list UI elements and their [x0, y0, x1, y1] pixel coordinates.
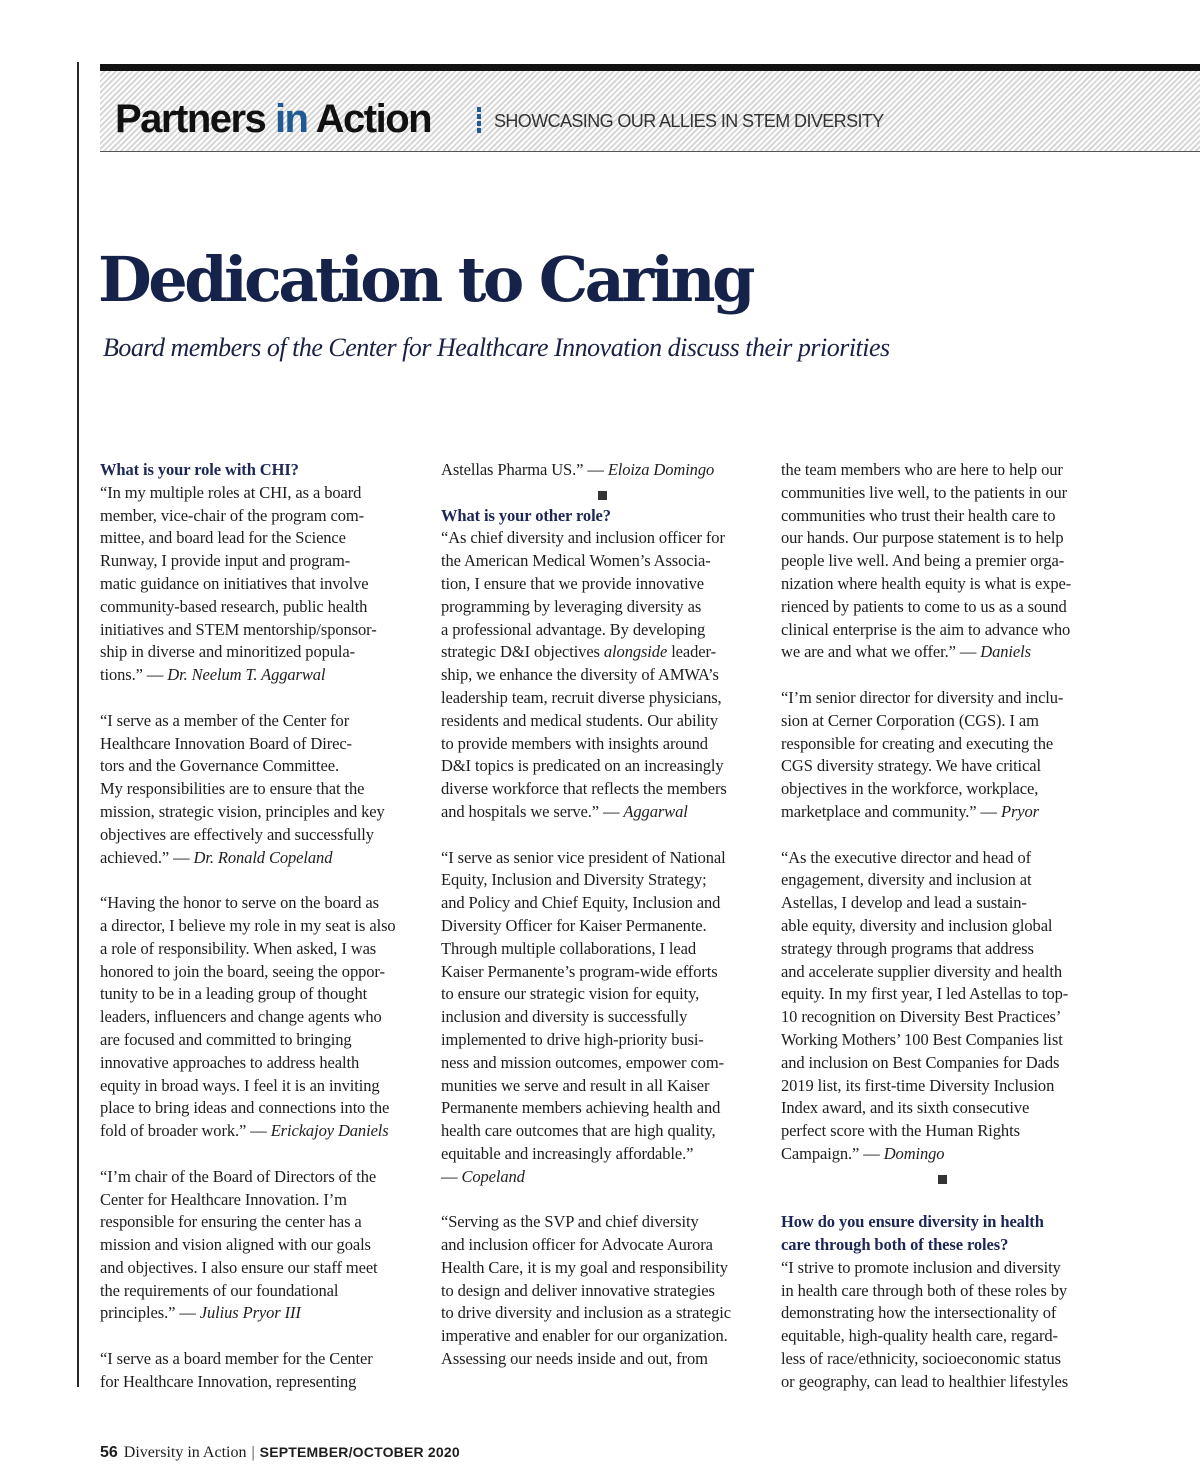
body-text: marketplace and community.” — — [781, 801, 1001, 821]
body-line: Through multiple collaborations, I lead — [441, 938, 696, 958]
body-line: the team members who are here to help our — [781, 460, 1063, 479]
dotted-separator — [477, 107, 481, 135]
attribution: Dr. Ronald Copeland — [193, 847, 333, 867]
body-line: munities we serve and result in all Kaiser — [441, 1075, 710, 1095]
body-line: matic guidance on initiatives that involve — [100, 573, 369, 593]
body-text: achieved.” — — [100, 847, 194, 867]
body-line: honored to join the board, seeing the oppor- — [100, 961, 385, 981]
body-line — [781, 801, 1103, 824]
body-line — [781, 641, 1103, 664]
body-line: mittee, and board lead for the Science — [100, 528, 346, 548]
body-line: 2019 list, its first-time Diversity Inclusion — [781, 1075, 1055, 1095]
issue-date: SEPTEMBER/OCTOBER 2020 — [259, 1444, 460, 1460]
body-text: and hospitals we serve.” — — [441, 801, 624, 821]
body-line: and objectives. I also ensure our staff meet — [100, 1257, 378, 1277]
body-line: Healthcare Innovation Board of Direc- — [100, 733, 352, 753]
body-line: sion at Cerner Corporation (CGS). I am — [781, 710, 1039, 730]
body-line: tunity to be in a leading group of thought — [100, 984, 368, 1004]
attribution: Dr. Neelum T. Aggarwal — [167, 665, 326, 685]
body-line: demonstrating how the intersectionality of — [781, 1303, 1057, 1323]
body-line: are focused and committed to bringing — [100, 1029, 352, 1049]
body-line: Diversity Officer for Kaiser Permanente. — [441, 915, 707, 935]
body-line: to ensure our strategic vision for equity, — [441, 984, 700, 1004]
body-line: the requirements of our foundational — [100, 1280, 339, 1300]
body-line: community-based research, public health — [100, 596, 368, 616]
body-line: inclusion and diversity is successfully — [441, 1007, 688, 1027]
body-line — [100, 664, 422, 687]
body-line — [441, 1166, 763, 1189]
section-header — [100, 64, 1200, 152]
body-text: Campaign.” — — [781, 1143, 884, 1163]
left-margin-rule — [77, 62, 79, 1387]
article-subtitle: Board members of the Center for Healthcare Innovation discuss their priorities — [103, 333, 890, 362]
body-line: a director, I believe my role in my seat is also — [100, 915, 396, 935]
body-line: “I serve as senior vice president of National — [441, 847, 726, 867]
brand-word-in: in — [274, 97, 308, 141]
body-line: “I strive to promote inclusion and diversity — [781, 1257, 1061, 1277]
body-line: equitable and increasingly affordable.” — [441, 1143, 694, 1163]
body-line: strategy through programs that address — [781, 938, 1034, 958]
body-line: responsible for ensuring the center has a — [100, 1212, 362, 1232]
body-line: “I serve as a board member for the Center — [100, 1349, 373, 1369]
body-line: and inclusion on Best Companies for Dads — [781, 1052, 1060, 1072]
body-line — [100, 1120, 422, 1143]
attribution: Pryor — [1000, 801, 1039, 821]
attribution: Domingo — [883, 1143, 945, 1163]
body-line — [441, 801, 763, 824]
body-line: “In my multiple roles at CHI, as a board — [100, 482, 362, 502]
question-heading: care through both of these roles? — [781, 1235, 1009, 1255]
body-line: imperative and enabler for our organization. — [441, 1326, 728, 1346]
body-line: residents and medical students. Our ability — [441, 710, 719, 730]
body-text: Astellas Pharma US.” — — [441, 460, 608, 479]
attribution: Julius Pryor III — [199, 1303, 301, 1323]
body-text: — — [441, 1166, 462, 1186]
body-line: Runway, I provide input and program- — [100, 551, 351, 571]
body-line: member, vice-chair of the program com- — [100, 505, 365, 525]
body-line — [441, 641, 763, 664]
body-line: 10 recognition on Diversity Best Practices’ — [781, 1007, 1062, 1027]
body-line: people live well. And being a premier orga- — [781, 551, 1065, 571]
body-line: for Healthcare Innovation, representing — [100, 1371, 357, 1391]
body-line: Equity, Inclusion and Diversity Strategy; — [441, 870, 707, 890]
body-line: rienced by patients to come to us as a sound — [781, 596, 1067, 616]
section-divider-square — [441, 482, 763, 505]
body-line: perfect score with the Human Rights — [781, 1121, 1020, 1141]
body-line — [100, 847, 422, 870]
brand-word-partners: Partners — [115, 97, 266, 141]
attribution: Erickajoy Daniels — [270, 1121, 389, 1141]
body-line: equity in broad ways. I feel it is an inviting — [100, 1075, 380, 1095]
body-line: engagement, diversity and inclusion at — [781, 870, 1032, 890]
brand-word-action: Action — [315, 97, 432, 141]
section-tagline: SHOWCASING OUR ALLIES IN STEM DIVERSITY — [494, 111, 884, 131]
question-heading: What is your other role? — [441, 505, 611, 525]
body-line: Astellas, I develop and lead a sustain- — [781, 893, 1027, 913]
body-line: less of race/ethnicity, socioeconomic status — [781, 1349, 1061, 1369]
body-line: nization where health equity is what is expe- — [781, 573, 1072, 593]
body-line: responsible for creating and executing the — [781, 733, 1054, 753]
body-line: ness and mission outcomes, empower com- — [441, 1052, 724, 1072]
body-line: a professional advantage. By developing — [441, 619, 706, 639]
attribution: Eloiza Domingo — [607, 460, 715, 479]
body-line: tors and the Governance Committee. — [100, 756, 339, 776]
body-line: ship in diverse and minoritized popula- — [100, 642, 356, 662]
publication-name: Diversity in Action — [123, 1444, 247, 1461]
question-heading: What is your role with CHI? — [100, 460, 299, 479]
body-line: leaders, influencers and change agents who — [100, 1007, 382, 1027]
body-line: to provide members with insights around — [441, 733, 708, 753]
body-line: innovative approaches to address health — [100, 1052, 360, 1072]
body-line: Health Care, it is my goal and responsibility — [441, 1257, 728, 1277]
body-line: to design and deliver innovative strategies — [441, 1280, 715, 1300]
body-line: Index award, and its sixth consecutive — [781, 1098, 1030, 1118]
body-line: or geography, can lead to healthier lifestyles — [781, 1371, 1069, 1391]
body-line: a role of responsibility. When asked, I was — [100, 938, 377, 958]
body-line: objectives in the workforce, workplace, — [781, 779, 1039, 799]
body-line: ship, we enhance the diversity of AMWA’s — [441, 665, 719, 685]
attribution: Aggarwal — [623, 801, 688, 821]
body-line: Working Mothers’ 100 Best Companies list — [781, 1029, 1063, 1049]
body-text: leader- — [667, 642, 716, 662]
body-text: principles.” — — [100, 1303, 200, 1323]
body-line: CGS diversity strategy. We have critical — [781, 756, 1041, 776]
text-column-1 — [100, 459, 422, 1394]
body-line: place to bring ideas and connections into the — [100, 1098, 390, 1118]
body-line: mission, strategic vision, principles and key — [100, 801, 385, 821]
body-line: initiatives and STEM mentorship/sponsor- — [100, 619, 377, 639]
body-text: we are and what we offer.” — — [781, 642, 981, 662]
body-line: “I’m chair of the Board of Directors of the — [100, 1166, 377, 1186]
section-divider-square — [781, 1166, 1103, 1189]
text-column-2 — [441, 459, 763, 1371]
attribution: Daniels — [980, 642, 1031, 662]
body-line: “As chief diversity and inclusion officer for — [441, 528, 725, 548]
body-line: communities who trust their health care to — [781, 505, 1056, 525]
article-title: Dedication to Caring — [98, 243, 752, 316]
body-line: our hands. Our purpose statement is to help — [781, 528, 1064, 548]
footer-separator: | — [251, 1444, 255, 1461]
text-column-3 — [781, 459, 1103, 1394]
page-number: 56 — [100, 1444, 118, 1461]
body-line: “I’m senior director for diversity and inclu- — [781, 687, 1064, 707]
body-line: programming by leveraging diversity as — [441, 596, 702, 616]
body-line: mission and vision aligned with our goals — [100, 1235, 371, 1255]
body-line — [781, 1143, 1103, 1166]
body-line: implemented to drive high-priority busi- — [441, 1029, 704, 1049]
body-line: diverse workforce that reflects the members — [441, 779, 727, 799]
body-text: strategic D&I objectives — [441, 642, 604, 662]
section-brand — [115, 97, 431, 141]
body-line: My responsibilities are to ensure that the — [100, 779, 365, 799]
body-line: tion, I ensure that we provide innovative — [441, 573, 705, 593]
body-line: able equity, diversity and inclusion global — [781, 915, 1053, 935]
body-line: clinical enterprise is the aim to advance who — [781, 619, 1071, 639]
body-line: equitable, high-quality health care, regard- — [781, 1326, 1058, 1346]
body-line — [100, 1302, 422, 1325]
body-line — [441, 459, 763, 482]
body-line: in health care through both of these roles by — [781, 1280, 1067, 1300]
body-line: “Serving as the SVP and chief diversity — [441, 1212, 699, 1232]
body-line: to drive diversity and inclusion as a strategic — [441, 1303, 731, 1323]
body-line: the American Medical Women’s Associa- — [441, 551, 711, 571]
body-line: and accelerate supplier diversity and health — [781, 961, 1063, 981]
body-line: and Policy and Chief Equity, Inclusion and — [441, 893, 721, 913]
body-line: Permanente members achieving health and — [441, 1098, 721, 1118]
attribution: Copeland — [461, 1166, 525, 1186]
body-line: “As the executive director and head of — [781, 847, 1032, 867]
body-line: “I serve as a member of the Center for — [100, 710, 350, 730]
page-footer — [100, 1444, 460, 1462]
body-line: “Having the honor to serve on the board as — [100, 893, 379, 913]
body-line: and inclusion officer for Advocate Aurora — [441, 1235, 713, 1255]
body-text: tions.” — — [100, 665, 168, 685]
body-line: leadership team, recruit diverse physicians, — [441, 687, 722, 707]
body-line: health care outcomes that are high quality, — [441, 1121, 716, 1141]
body-line: Center for Healthcare Innovation. I’m — [100, 1189, 347, 1209]
body-text: fold of broader work.” — — [100, 1121, 271, 1141]
body-line: communities live well, to the patients in our — [781, 482, 1068, 502]
body-line: Kaiser Permanente’s program-wide efforts — [441, 961, 718, 981]
body-line: D&I topics is predicated on an increasingly — [441, 756, 724, 776]
body-line: Assessing our needs inside and out, from — [441, 1349, 708, 1369]
body-line: equity. In my first year, I led Astellas to top- — [781, 984, 1069, 1004]
body-line: objectives are effectively and successfully — [100, 824, 374, 844]
question-heading: How do you ensure diversity in health — [781, 1212, 1044, 1232]
emphasis-text: alongside — [603, 642, 668, 662]
